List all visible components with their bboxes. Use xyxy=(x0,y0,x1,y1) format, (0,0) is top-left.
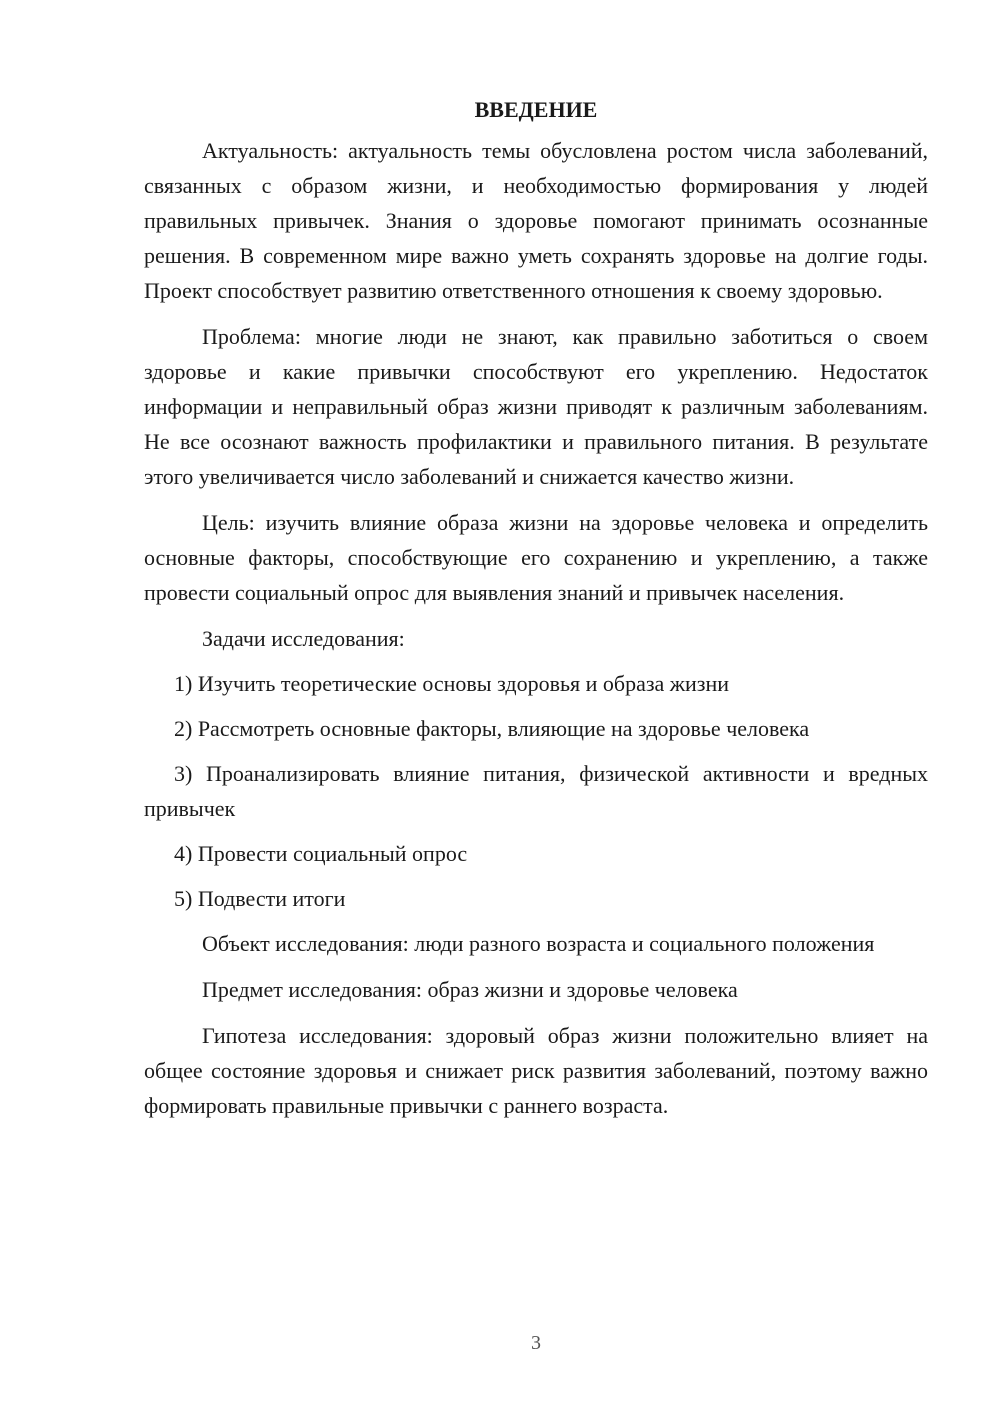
relevance-paragraph: Актуальность: актуальность темы обусловлена ростом числа заболеваний, связанных с образом жизни, и необходимостью формирования у людей правильных привычек. Знания о здоровье помогают принимать осознанные решения. В современном мире важно уметь сохранять здоровье на долгие годы. Проект способствует развитию ответственного отношения к своему здоровью. xyxy=(144,138,928,303)
problem-paragraph: Проблема: многие люди не знают, как правильно заботиться о своем здоровье и какие привычки способствуют его укреплению. Недостаток информации и неправильный образ жизни приводят к различным заболеваниям. Не все осознают важность профилактики и правильного питания. В результате этого увеличивается число заболеваний и снижается качество жизни. xyxy=(144,324,928,489)
task-item: 2) Рассмотреть основные факторы, влияющие на здоровье человека xyxy=(174,716,810,741)
subject-paragraph: Предмет исследования: образ жизни и здоровье человека xyxy=(202,977,738,1002)
document-page xyxy=(144,92,928,1392)
task-item: 4) Провести социальный опрос xyxy=(174,841,468,866)
goal-paragraph: Цель: изучить влияние образа жизни на здоровье человека и определить основные факторы, способствующие его сохранению и укреплению, а также провести социальный опрос для выявления знаний и привычек населения. xyxy=(144,510,928,605)
tasks-heading: Задачи исследования: xyxy=(202,626,405,651)
task-item: 1) Изучить теоретические основы здоровья и образа жизни xyxy=(174,671,730,696)
page-title: ВВЕДЕНИЕ xyxy=(474,97,598,122)
object-paragraph: Объект исследования: люди разного возраста и социального положения xyxy=(202,931,875,956)
task-item: 5) Подвести итоги xyxy=(174,886,346,911)
task-item: 3) Проанализировать влияние питания, физической активности и вредных привычек xyxy=(144,761,928,821)
hypothesis-paragraph: Гипотеза исследования: здоровый образ жизни положительно влияет на общее состояние здоровья и снижает риск развития заболеваний, поэтому важно формировать правильные привычки с раннего возраста. xyxy=(144,1023,928,1118)
page-number: 3 xyxy=(531,1332,541,1354)
